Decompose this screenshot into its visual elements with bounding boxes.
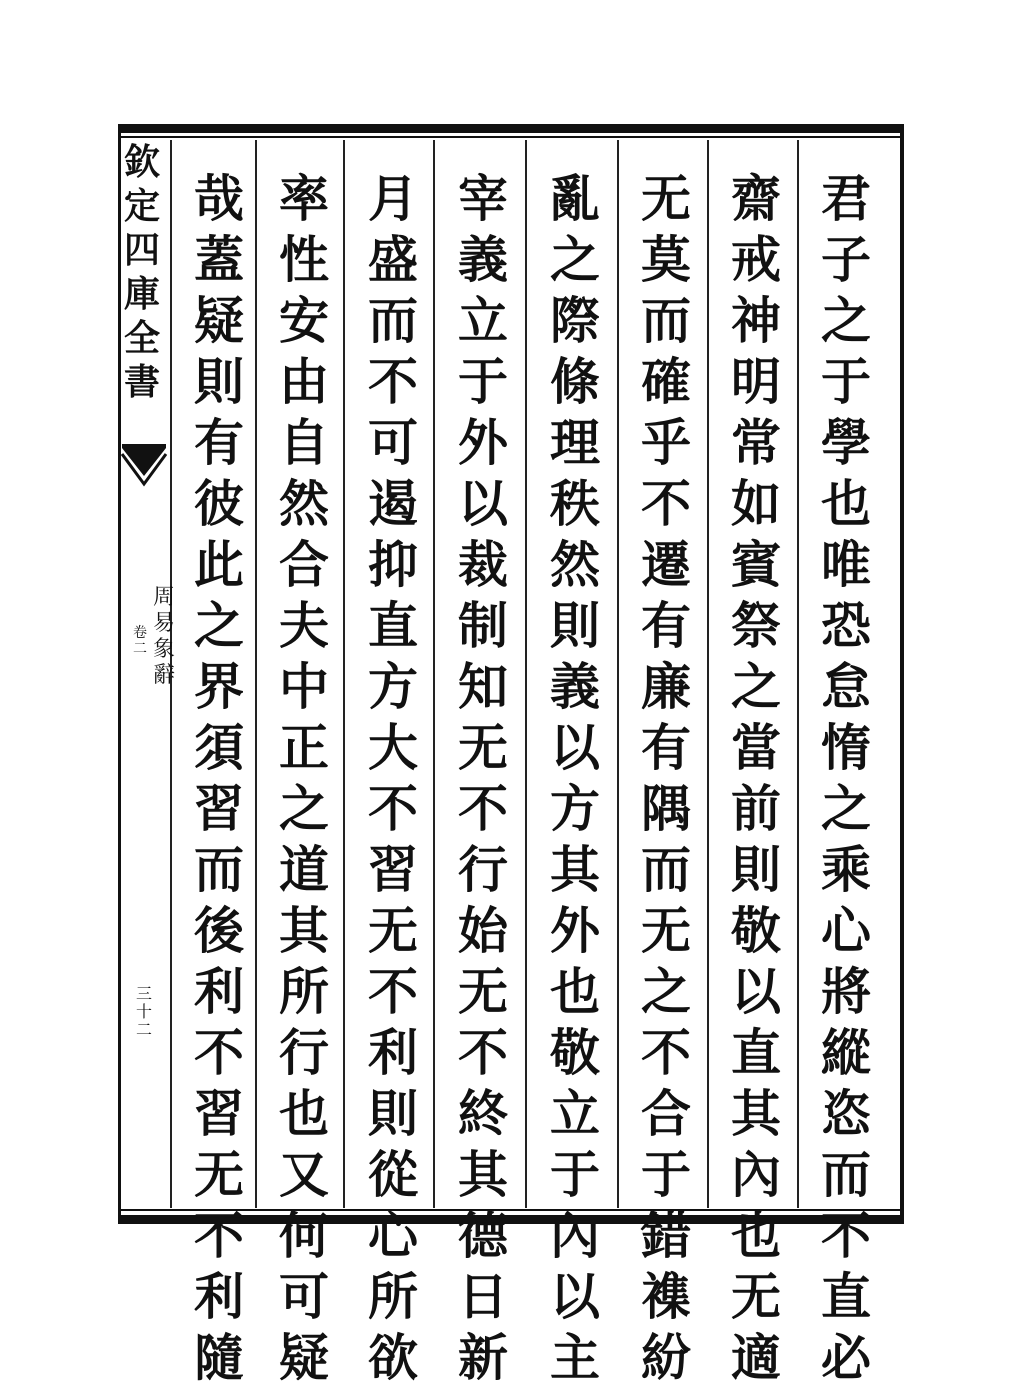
page-number: 三 十 二 [136, 984, 153, 1039]
right-border [900, 124, 904, 1224]
left-border [118, 124, 121, 1224]
fish-tail-mark-icon [120, 440, 168, 490]
text-column: 哉 蓋 疑 則 有 彼 此 之 界 須 習 而 後 利 不 習 无 不 利 隨 [194, 169, 244, 1387]
top-border-inner [120, 136, 904, 138]
text-column: 君 子 之 于 學 也 唯 恐 怠 惰 之 乘 心 將 縱 恣 而 不 直 必 [821, 169, 871, 1387]
top-border [120, 124, 904, 133]
text-column: 宰 義 立 于 外 以 裁 制 知 无 不 行 始 无 不 終 其 德 日 新 [458, 169, 508, 1387]
volume-label: 卷 二 [133, 625, 147, 657]
text-column: 无 莫 而 確 乎 不 遷 有 廉 有 隅 而 无 之 不 合 于 錯 襍 紛 [641, 169, 691, 1387]
text-column: 齋 戒 神 明 常 如 賓 祭 之 當 前 則 敬 以 直 其 內 也 无 適 [731, 169, 781, 1387]
book-title: 欽 定 四 庫 全 書 [123, 141, 160, 403]
text-column: 亂 之 際 條 理 秩 然 則 義 以 方 其 外 也 敬 立 于 內 以 主 [550, 169, 600, 1387]
section-title: 周 易 象 辭 [153, 585, 176, 688]
text-column: 率 性 安 由 自 然 合 夫 中 正 之 道 其 所 行 也 又 何 可 疑 [279, 169, 329, 1387]
section-label [133, 585, 175, 689]
text-column: 月 盛 而 不 可 遏 抑 直 方 大 不 習 无 不 利 則 從 心 所 欲 [368, 169, 418, 1387]
